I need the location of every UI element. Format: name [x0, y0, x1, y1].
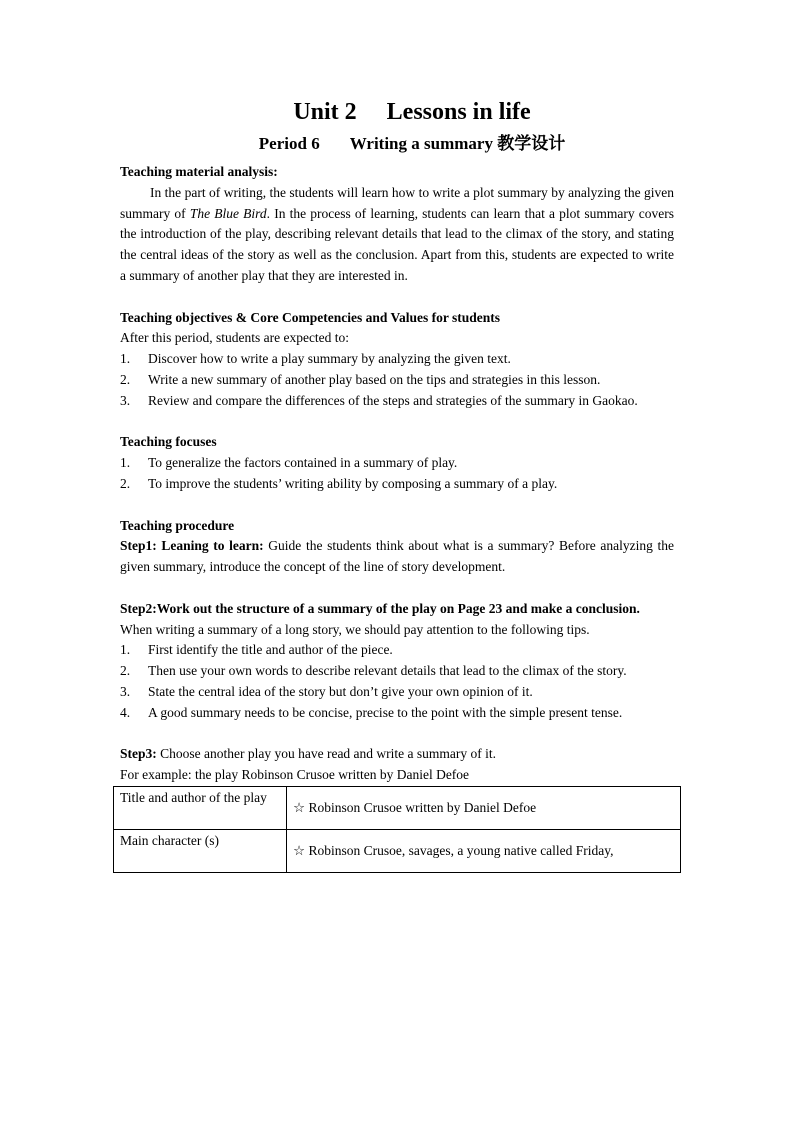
list-number: 1. [120, 351, 131, 367]
list-number: 2. [120, 663, 131, 679]
step3 [120, 744, 674, 765]
table-cell-label: Main character (s) [114, 829, 287, 872]
list-number: 3. [120, 683, 131, 699]
list-item [120, 349, 674, 370]
book-title: The Blue Bird [189, 205, 267, 221]
page-subtitle [150, 132, 674, 156]
table-cell-label: Title and author of the play [114, 786, 287, 829]
section-heading: Teaching focuses [120, 434, 217, 450]
list-number: 3. [120, 392, 131, 408]
step-text: Guide the students think about what is a summary? Before analyzing the given summary, introduce the concept of the line of story development. [120, 538, 674, 575]
table-row [114, 786, 681, 829]
objectives-list [120, 349, 674, 411]
list-text: State the central idea of the story but don’t give your own opinion of it. [148, 683, 533, 699]
step-label: Step2:Work out the structure of a summary of the play on Page 23 and make a conclusion. [120, 600, 640, 616]
step-text: Choose another play you have read and write a summary of it. [156, 746, 497, 762]
cell-text: ☆ Robinson Crusoe, savages, a young native called Friday, [293, 842, 614, 858]
list-text: Write a new summary of another play based on the tips and strategies in this lesson. [148, 371, 601, 387]
list-text: Then use your own words to describe relevant details that lead to the climax of the story. [148, 663, 627, 679]
list-item [120, 391, 674, 412]
list-number: 1. [120, 642, 131, 658]
period-title: Writing a summary 教学设计 [349, 134, 566, 153]
list-text: To generalize the factors contained in a summary of play. [148, 455, 458, 471]
focuses-list [120, 453, 674, 495]
table-row [114, 829, 681, 872]
tips-list [120, 640, 674, 723]
unit-title: Lessons in life [386, 99, 531, 125]
objectives-intro: After this period, students are expected to: [120, 330, 350, 346]
analysis-paragraph [120, 183, 674, 287]
section-heading: Teaching material analysis: [120, 164, 278, 179]
list-item [120, 661, 674, 682]
summary-table [113, 786, 681, 873]
unit-label: Unit 2 [293, 99, 357, 125]
step2-intro: When writing a summary of a long story, we should pay attention to the following tips. [120, 621, 590, 637]
text: . In the process of learning, students can learn that a plot summary covers the introduction of the play, describing relevant details that lead to the climax of the story, and stating the central ideas of the story as well as the conclusion. Apart from this, students are expected to write a summary of another play that they are interested in. [120, 205, 674, 283]
cell-text: ☆ Robinson Crusoe written by Daniel Defoe [293, 799, 537, 815]
step-label: Step1: Leaning to learn: [120, 538, 264, 554]
list-number: 2. [120, 475, 131, 491]
list-text: A good summary needs to be concise, precise to the point with the simple present tense. [148, 704, 623, 720]
section-heading: Teaching procedure [120, 517, 235, 533]
list-item [120, 640, 674, 661]
list-item [120, 453, 674, 474]
list-item [120, 682, 674, 703]
list-number: 4. [120, 704, 131, 720]
step-label: Step3: [120, 746, 157, 762]
list-text: Discover how to write a play summary by analyzing the given text. [148, 351, 511, 367]
list-item [120, 474, 674, 495]
example-line: For example: the play Robinson Crusoe written by Daniel Defoe [120, 767, 470, 783]
list-text: To improve the students’ writing ability by composing a summary of a play. [148, 475, 558, 491]
step1 [120, 536, 674, 578]
list-item [120, 370, 674, 391]
page-title [150, 96, 674, 128]
step2 [120, 599, 674, 620]
table-cell-value [287, 829, 681, 872]
period-label: Period 6 [258, 134, 320, 153]
list-item [120, 703, 674, 724]
list-text: Review and compare the differences of the steps and strategies of the summary in Gaokao. [148, 392, 638, 408]
list-number: 1. [120, 455, 131, 471]
document-page [120, 96, 674, 873]
section-heading: Teaching objectives & Core Competencies and Values for students [120, 309, 501, 325]
list-number: 2. [120, 371, 131, 387]
list-text: First identify the title and author of the piece. [148, 642, 393, 658]
text: In the part of writing, the students will learn how to write a plot summary by analyzing the given summary of [120, 184, 674, 221]
table-cell-value [287, 786, 681, 829]
